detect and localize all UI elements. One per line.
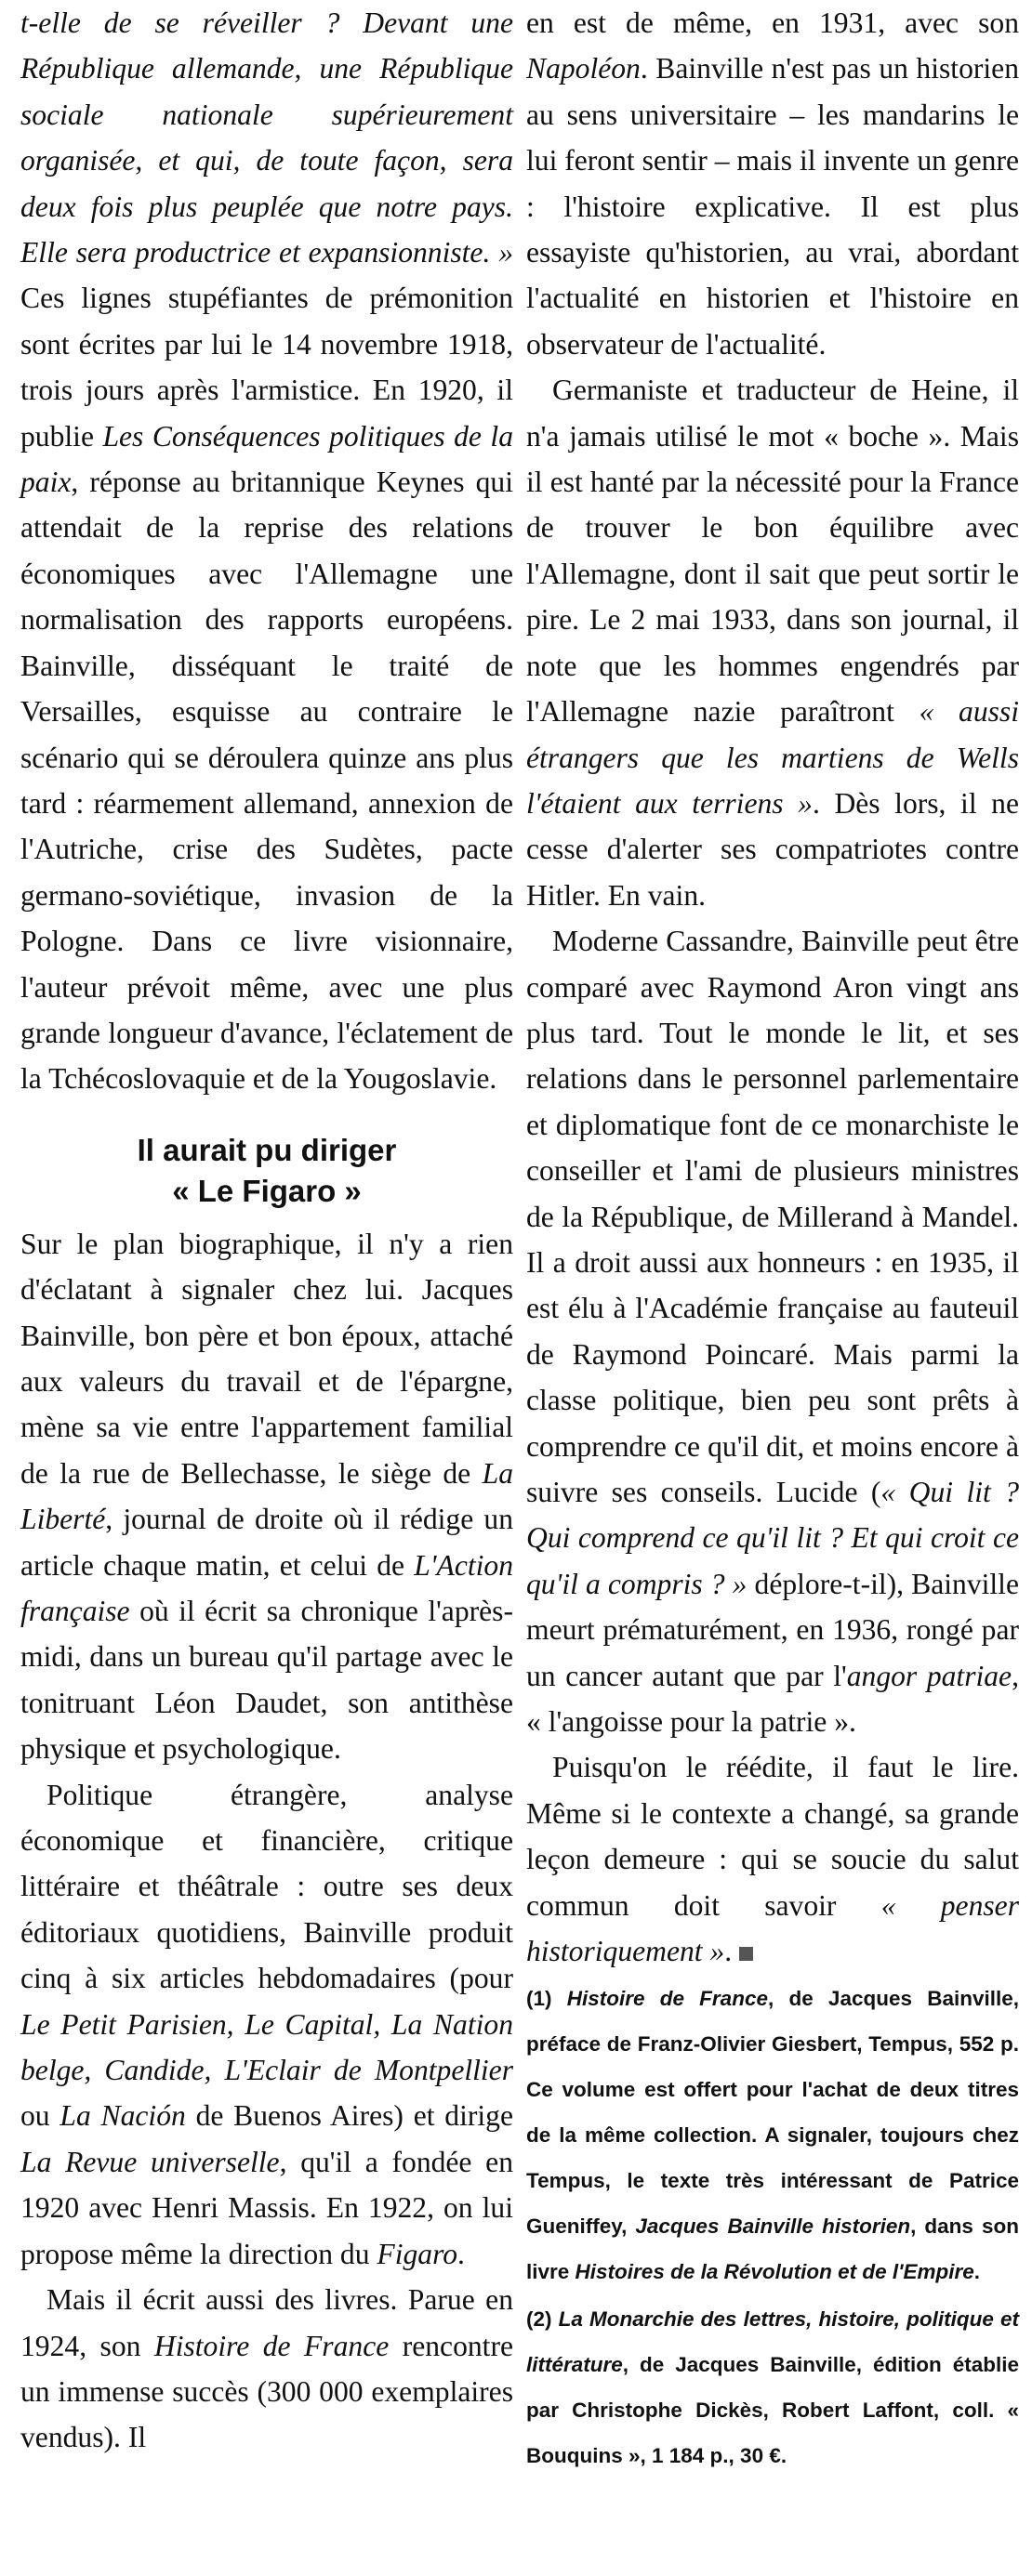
paragraph bbox=[20, 0, 513, 1102]
subheading-line: « Le Figaro » bbox=[172, 1173, 362, 1208]
italic-run: Histoire de France bbox=[153, 2329, 390, 2362]
text-run: Politique étrangère, analyse économique et financière, critique littéraire et théâtrale : outre ses deux éditoriaux quotidiens, Bainville produit cinq à six articles hebdomadaires (pour bbox=[20, 1778, 513, 1995]
text-run: Ces lignes stupéfiantes de prémonition sont écrites par lui le 14 novembre 1918, trois jours après l'armistice. En 1920, il publie bbox=[20, 282, 513, 453]
italic-run: « penser historiquement » bbox=[526, 1888, 1019, 1968]
text-run: . Dès lors, il ne cesse d'alerter ses compatriotes contre Hitler. En vain. bbox=[526, 786, 1020, 912]
paragraph bbox=[526, 0, 1019, 367]
text-run: , journal de droite où il rédige un article chaque matin, et celui de bbox=[20, 1503, 513, 1582]
italic-run: La Revue universelle bbox=[20, 2145, 280, 2178]
text-run: , réponse au britannique Keynes qui attendait de la reprise des relations économiques avec l'Allemagne une normalisation des rapports européens. Bainville, disséquant le traité de Versailles, esquisse au contraire le scénario qui se déroulera quinze ans plus tard : réarmement allemand, annexion de l'Autriche, crise des Sudètes, pacte germano-soviétique, invasion de la Pologne. Dans ce livre visionnaire, l'auteur prévoit même, avec une plus grande longueur d'avance, l'éclatement de la Tchécoslovaquie et de la Yougoslavie. bbox=[20, 466, 513, 1096]
text-run: , dans son livre bbox=[526, 2215, 1019, 2284]
italic-run: Napoléon bbox=[526, 52, 641, 85]
closing-text bbox=[526, 1751, 1019, 1967]
italic-run: Le Petit Parisien, Le Capital, La Nation belge, Candide, L'Eclair de Montpellier bbox=[20, 2007, 513, 2087]
text-run: , de Jacques Bainville, préface de Franz-Olivier Giesbert, Tempus, 552 p. Ce volume est offert pour l'achat de deux titres de la même collection. A signaler, toujours chez Tempus, le texte très intéressant de Patrice Gueniffey, bbox=[526, 1987, 1019, 2239]
paragraph bbox=[526, 918, 1019, 1744]
italic-run: « aussi étrangers que les martiens de Wells l'étaient aux terriens » bbox=[526, 695, 1019, 820]
text-run: , qu'il a fondée en 1920 avec Henri Massis. En 1922, on lui propose même la direction du bbox=[20, 2145, 513, 2270]
text-run: , de Jacques Bainville, édition établie par Christophe Dickès, Robert Laffont, coll. « Bouquins », 1 184 p., 30 €. bbox=[526, 2353, 1019, 2468]
italic-run: Histoire de France bbox=[566, 1987, 768, 2011]
text-run: en est de même, en 1931, avec son bbox=[526, 7, 1019, 39]
text-run: où il écrit sa chronique l'après-midi, dans un bureau qu'il partage avec le tonitruant Léon Daudet, son antithèse physique et psychologique. bbox=[20, 1595, 513, 1766]
text-run: (2) bbox=[526, 2307, 559, 2332]
text-run: (1) bbox=[526, 1987, 567, 2011]
text-run: Mais il écrit aussi des livres. Parue en 1924, son bbox=[20, 2283, 513, 2362]
italic-run: Jacques Bainville historien bbox=[635, 2215, 911, 2239]
text-run: Moderne Cassandre, Bainville peut être comparé avec Raymond Aron vingt ans plus tard. Tout le monde le lit, et ses relations dans le personnel parlementaire et diplomatique font de ce monarchiste le conseiller et l'ami de plusieurs ministres de la République, de Millerand à Mandel. Il a droit aussi aux honneurs : en 1935, il est élu à l'Académie française au fauteuil de Raymond Poincaré. Mais parmi la classe politique, bien peu sont prêts à comprendre ce qu'il dit, et moins encore à suivre ses conseils. Lucide ( bbox=[526, 925, 1019, 1508]
italic-run: t-elle de se réveiller ? Devant une République allemande, une République sociale nationale supérieurement organisée, et qui, de toute façon, sera deux fois plus peuplée que notre pays. Elle sera productrice et expansionniste. » bbox=[20, 7, 513, 269]
subheading bbox=[20, 1130, 513, 1212]
subheading-line: Il aurait pu diriger bbox=[137, 1132, 397, 1167]
text-run: . bbox=[724, 1935, 733, 1968]
italic-run: Figaro bbox=[377, 2237, 457, 2270]
text-run: rencontre un immense succès (300 000 exemplaires vendus). Il bbox=[20, 2329, 513, 2454]
text-run: . bbox=[457, 2237, 465, 2270]
text-run: Germaniste et traducteur de Heine, il n'a jamais utilisé le mot « boche ». Mais il est hanté par la nécessité pour la France de trouver le bon équilibre avec l'Allemagne, dont il sait que peut sortir le pire. Le 2 mai 1933, dans son journal, il note que les hommes engendrés par l'Allemagne nazie paraîtront bbox=[526, 374, 1019, 729]
italic-run: « Qui lit ? Qui comprend ce qu'il lit ? Et qui croit ce qu'il a compris ? » bbox=[526, 1476, 1019, 1600]
text-run: Puisqu'on le réédite, il faut le lire. Même si le contexte a changé, sa grande leçon demeure : qui se soucie du salut commun doit savoir bbox=[526, 1751, 1019, 1922]
italic-run: La Nación bbox=[60, 2099, 186, 2133]
paragraph bbox=[20, 1221, 513, 1772]
paragraph bbox=[20, 1772, 513, 2277]
end-of-article-icon bbox=[739, 1947, 753, 1961]
italic-run: Histoires de la Révolution et de l'Empire bbox=[575, 2260, 974, 2284]
text-run: déplore-t-il), Bainville meurt prématurément, en 1936, rongé par un cancer autant que par l' bbox=[526, 1567, 1019, 1692]
text-run: , « l'angoisse pour la patrie ». bbox=[526, 1659, 1019, 1739]
text-run: . bbox=[973, 2260, 981, 2284]
paragraph bbox=[526, 367, 1019, 918]
italic-run: La Monarchie des lettres, histoire, politique et littérature bbox=[526, 2307, 1020, 2377]
text-run: ou bbox=[20, 2099, 60, 2133]
footnote bbox=[526, 2296, 1019, 2478]
italic-run: Les Conséquences politiques de la paix bbox=[20, 419, 513, 499]
text-run: . Bainville n'est pas un historien au sens universitaire – les mandarins le lui feront sentir – mais il invente un genre : l'histoire explicative. Il est plus essayiste qu'historien, au vrai, abordant l'actualité en historien et l'histoire en observateur de l'actualité. bbox=[526, 52, 1019, 361]
closing-paragraph bbox=[526, 1744, 1019, 1974]
text-run: Sur le plan biographique, il n'y a rien d'éclatant à signaler chez lui. Jacques Bainville, bon père et bon époux, attaché aux valeurs du travail et de l'épargne, mène sa vie entre l'appartement familial de la rue de Bellechasse, le siège de bbox=[20, 1227, 513, 1490]
column-left bbox=[20, 0, 513, 2461]
italic-run: L'Action française bbox=[20, 1548, 513, 1627]
italic-run: La Liberté bbox=[20, 1456, 513, 1536]
italic-run: angor patriae bbox=[846, 1659, 1012, 1692]
column-right bbox=[526, 0, 1019, 2478]
text-run: de Buenos Aires) et dirige bbox=[185, 2099, 514, 2133]
paragraph bbox=[20, 2277, 513, 2461]
footnote bbox=[526, 1976, 1019, 2294]
